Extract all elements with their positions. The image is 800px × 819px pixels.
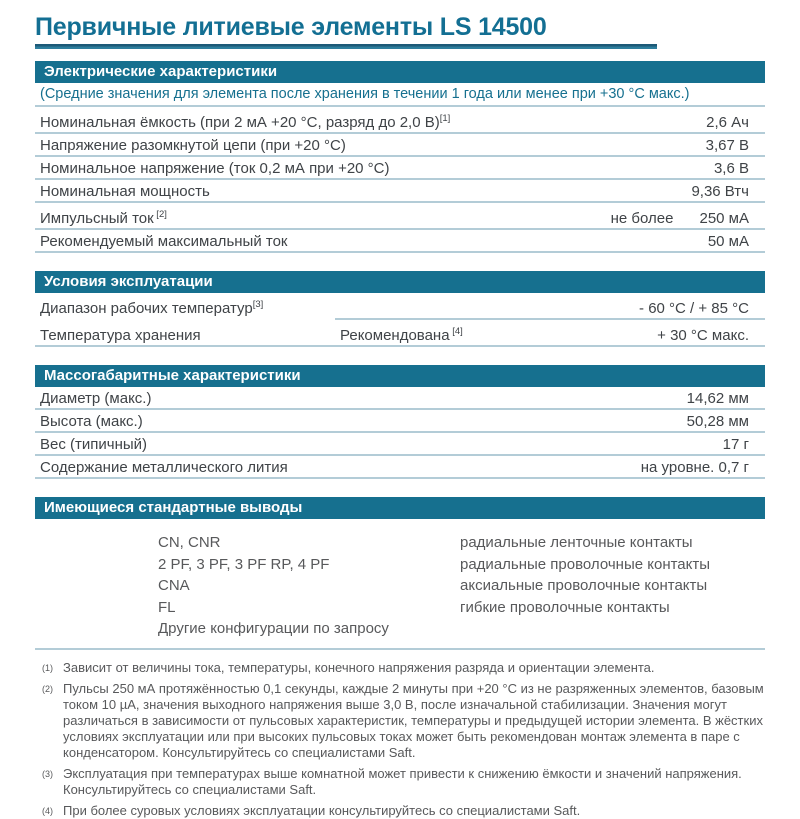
row-value: 14,62 мм: [686, 390, 749, 407]
row-note-text: Рекомендована: [340, 327, 450, 344]
footnotes-divider: [35, 648, 765, 650]
row-label-text: Импульсный ток: [40, 210, 154, 227]
row-label: Рекомендуемый максимальный ток: [40, 233, 288, 250]
terminals-list: [35, 519, 765, 640]
table-row-nominal-capacity: [35, 107, 765, 134]
row-value: 50 мА: [707, 233, 749, 250]
terminal-row: [35, 554, 765, 576]
row-label: Содержание металлического лития: [40, 459, 288, 476]
footnote-marker: (1): [42, 662, 53, 673]
section-header-physical: Массогабаритные характеристики: [35, 365, 765, 387]
row-value: 50,28 мм: [686, 413, 749, 430]
row-value: 3,67 В: [705, 137, 749, 154]
terminal-description: [460, 618, 765, 640]
row-label: [40, 110, 706, 131]
footnote-ref-3: [3]: [252, 299, 264, 310]
footnote-ref-4: [4]: [449, 326, 463, 337]
table-row-max-recommended-current: [35, 230, 765, 253]
terminal-row: [35, 618, 765, 640]
table-row-nominal-voltage: [35, 157, 765, 180]
table-row-temperature-range: [35, 293, 765, 320]
footnote-marker: (2): [42, 683, 53, 694]
terminal-type: CN, CNR: [158, 534, 221, 551]
row-value: 2,6 Ач: [706, 114, 749, 131]
table-row-weight: [35, 433, 765, 456]
row-label: [40, 296, 639, 317]
page-title: Первичные литиевые элементы LS 14500: [35, 13, 547, 41]
row-label: Номинальное напряжение (ток 0,2 мА при +20 °C): [40, 160, 390, 177]
section-electrical: [35, 61, 765, 253]
row-value: на уровне. 0,7 г: [640, 459, 749, 476]
row-label: Напряжение разомкнутой цепи (при +20 °C): [40, 137, 346, 154]
row-label: [40, 206, 611, 227]
footnote-text: Эксплуатация при температурах выше комнатной может привести к снижению ёмкости и значений напряжения. Консультируйтесь со специалистами Saft.: [63, 765, 742, 797]
row-label: Высота (макс.): [40, 413, 143, 430]
table-row-nominal-power: [35, 180, 765, 203]
footnote-marker: (3): [42, 768, 53, 779]
terminal-type: 2 PF, 3 PF, 3 PF RP, 4 PF: [158, 555, 330, 573]
electrical-subtitle: (Средние значения для элемента после хранения в течении 1 года или менее при +30 °C макс.): [35, 83, 765, 107]
footnote-ref-2: [2]: [153, 209, 167, 220]
section-header-operating: Условия эксплуатации: [35, 271, 765, 293]
row-label: Диаметр (макс.): [40, 390, 152, 407]
row-value: 17 г: [722, 436, 749, 453]
row-note: [340, 323, 657, 344]
footnote-3: [35, 766, 765, 798]
footnote-2: [35, 681, 765, 761]
row-value: 9,36 Втч: [691, 183, 749, 200]
footnote-1: [35, 660, 765, 676]
terminal-description: радиальные проволочные контакты: [460, 555, 711, 573]
terminal-row: [35, 575, 765, 597]
table-row-diameter: [35, 387, 765, 410]
footnote-4: [35, 803, 765, 819]
section-header-electrical: Электрические характеристики: [35, 61, 765, 83]
row-label: Вес (типичный): [40, 436, 148, 453]
row-value: + 30 °C макс.: [657, 327, 749, 344]
section-operating-conditions: [35, 271, 765, 347]
row-label-text: Диапазон рабочих температур: [40, 300, 253, 317]
table-row-lithium-content: [35, 456, 765, 479]
table-row-pulse-current: [35, 203, 765, 230]
row-label: Температура хранения: [40, 327, 201, 344]
row-label: Номинальная мощность: [40, 183, 210, 200]
section-physical: [35, 365, 765, 479]
footnote-marker: (4): [42, 805, 53, 816]
section-header-terminals: Имеющиеся стандартные выводы: [35, 497, 765, 519]
row-value: 3,6 В: [713, 160, 749, 177]
terminal-row: [35, 532, 765, 554]
terminal-type: Другие конфигурации по запросу: [158, 620, 389, 637]
row-value: - 60 °C / + 85 °C: [639, 300, 749, 317]
terminal-description: радиальные ленточные контакты: [460, 534, 693, 551]
row-label-text: Номинальная ёмкость (при 2 мА +20 °C, разряд до 2,0 В): [40, 114, 440, 131]
table-row-storage-temperature: [35, 320, 765, 347]
footnote-text: Пульсы 250 мА протяжённостью 0,1 секунды, каждые 2 минуты при +20 °C из не разряженных элементов, базовым током 10 µА, значения выходного напряжения выше 3,0 В, после изначальной стабилизации. Значения могут различаться в зависимости от пульсовых характеристик, температуры и предыдущей истории элемента. В жёстких условиях эксплуатации или при высоких пульсовых токах может быть рекомендован монтаж элемента в паре с конденсатором. Консультируйтесь со специалистами Saft.: [63, 680, 764, 760]
terminal-type: CNA: [158, 577, 190, 594]
section-terminals: [35, 497, 765, 640]
title-underline: [35, 44, 657, 49]
row-value: 250 мА: [699, 210, 749, 227]
table-row-open-circuit-voltage: [35, 134, 765, 157]
terminal-description: аксиальные проволочные контакты: [460, 577, 708, 594]
terminal-row: [35, 597, 765, 619]
footnote-text: При более суровых условиях эксплуатации консультируйтесь со специалистами Saft.: [63, 802, 581, 818]
terminal-description: гибкие проволочные контакты: [460, 598, 670, 616]
footnotes: [35, 660, 765, 819]
footnote-text: Зависит от величины тока, температуры, конечного напряжения разряда и ориентации элемента.: [63, 659, 655, 675]
footnote-ref-1: [1]: [439, 113, 451, 124]
row-qualifier: не более: [610, 210, 674, 227]
table-row-height: [35, 410, 765, 433]
terminal-type: FL: [158, 598, 176, 616]
